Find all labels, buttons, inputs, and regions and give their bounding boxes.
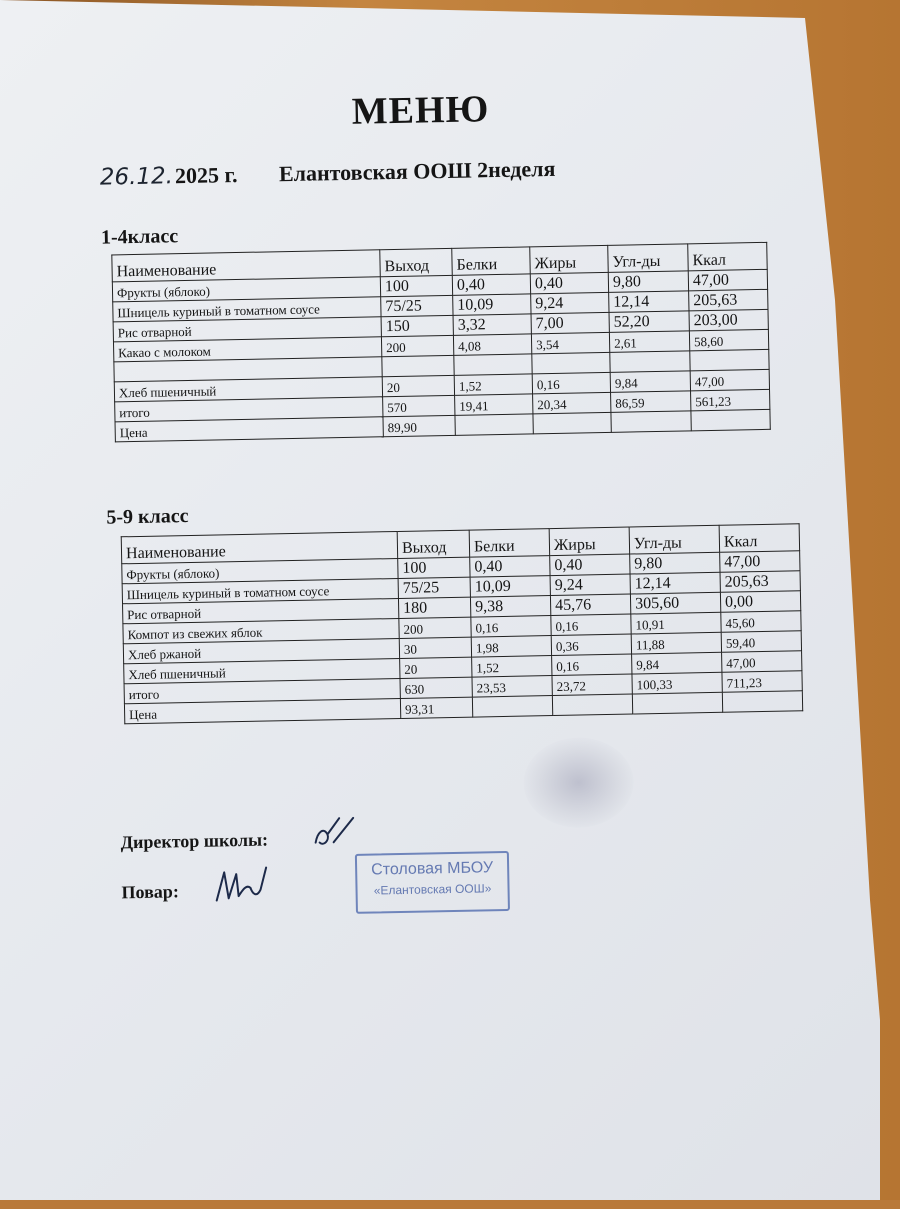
- cell-value: 711,23: [722, 671, 802, 693]
- cell-name: Шницель куриный в томатном соусе: [113, 297, 381, 322]
- stamp-line-2: «Елантовская ООШ»: [373, 881, 492, 898]
- header-cell: Выход: [380, 248, 453, 276]
- cell-value: 150: [381, 315, 453, 336]
- cell-value: 47,00: [720, 551, 800, 573]
- cell-name: Цена: [124, 698, 400, 723]
- cell-value: 0,16: [471, 616, 551, 638]
- cell-value: 12,14: [630, 572, 720, 594]
- cell-value: 10,09: [470, 576, 550, 598]
- cook-signature-icon: [210, 860, 271, 911]
- cell-value: 9,80: [630, 552, 720, 574]
- cell-empty: [722, 691, 802, 713]
- cell-value: 75/25: [398, 577, 470, 598]
- cell-value: 1,52: [472, 656, 552, 678]
- cell-name: итого: [115, 397, 383, 422]
- cell-value: 3,32: [453, 314, 531, 335]
- cell-name: Хлеб ржаной: [123, 638, 399, 663]
- cell-value: 1,98: [471, 636, 551, 658]
- cell-value: 100,33: [632, 672, 722, 694]
- cell-value: 100: [398, 557, 470, 578]
- cell-value: 200: [399, 617, 471, 638]
- cell-empty: [552, 694, 632, 716]
- cell-value: 93,31: [400, 697, 472, 718]
- cell-value: 47,00: [688, 269, 767, 291]
- cell-name: Хлеб пшеничный: [114, 377, 382, 402]
- cell-value: 0,16: [532, 372, 610, 393]
- cell-value: 305,60: [630, 592, 720, 614]
- cell-value: 0,40: [550, 554, 630, 576]
- cell-value: 52,20: [609, 311, 689, 333]
- section-title-1-4: 1-4класс: [100, 225, 179, 249]
- header-cell: Ккал: [688, 242, 768, 271]
- cell-value: 9,38: [470, 596, 550, 618]
- cell-empty: [454, 354, 532, 375]
- cell-empty: [632, 692, 722, 714]
- header-cell: Жиры: [549, 527, 630, 556]
- cell-value: 19,41: [455, 394, 533, 415]
- cell-value: 89,90: [383, 415, 455, 436]
- date-handwritten: 26.12.: [99, 163, 174, 191]
- cell-value: 0,40: [530, 272, 608, 293]
- cell-value: 86,59: [611, 391, 691, 413]
- cell-value: 180: [398, 597, 470, 618]
- cell-empty: [532, 352, 610, 373]
- page-title: МЕНЮ: [351, 88, 490, 133]
- cell-value: 9,24: [531, 292, 609, 313]
- cell-value: 203,00: [689, 309, 768, 331]
- cell-value: 59,40: [721, 631, 801, 653]
- cell-value: 570: [383, 395, 455, 416]
- cell-value: 561,23: [691, 389, 770, 411]
- cell-name: Шницель куриный в томатном соусе: [122, 578, 398, 603]
- cell-value: 20,34: [533, 392, 611, 413]
- director-signature-icon: [309, 812, 360, 853]
- cell-value: 47,00: [690, 369, 769, 391]
- cell-empty: [691, 409, 770, 431]
- cell-value: 205,63: [689, 289, 768, 311]
- cell-value: 12,14: [609, 291, 689, 313]
- cell-value: 100: [380, 275, 452, 296]
- menu-table-1-4: [111, 242, 770, 443]
- cell-name: Компот из свежих яблок: [123, 618, 399, 643]
- cell-value: 3,54: [531, 332, 609, 353]
- cell-name: Цена: [115, 417, 383, 442]
- date-year: 2025 г.: [174, 162, 238, 189]
- cell-value: 7,00: [531, 312, 609, 333]
- cell-value: 30: [399, 637, 471, 658]
- cell-value: 0,16: [552, 654, 632, 676]
- cell-value: 630: [400, 677, 472, 698]
- cell-name: Фрукты (яблоко): [122, 558, 398, 583]
- header-cell: Ккал: [719, 524, 800, 553]
- cell-value: 0,40: [452, 274, 530, 295]
- header-cell: Выход: [397, 530, 470, 558]
- cell-value: 10,09: [453, 294, 531, 315]
- cell-value: 9,24: [550, 574, 630, 596]
- cell-value: 2,61: [609, 331, 689, 353]
- cell-name: Какао с молоком: [113, 337, 381, 362]
- cell-empty: [455, 414, 533, 435]
- canteen-stamp: [355, 851, 510, 914]
- cell-name: итого: [124, 678, 400, 703]
- cell-value: 45,76: [550, 594, 630, 616]
- cell-empty: [382, 355, 454, 376]
- cell-value: 20: [382, 375, 454, 396]
- cell-value: 205,63: [720, 571, 800, 593]
- cell-value: 10,91: [631, 612, 721, 634]
- menu-table-5-9: [121, 523, 803, 724]
- cell-value: 23,72: [552, 674, 632, 696]
- cell-value: 9,80: [608, 271, 688, 293]
- header-cell: Жиры: [530, 245, 609, 273]
- header-cell: Белки: [469, 529, 550, 558]
- cell-value: 9,84: [610, 371, 690, 393]
- cell-value: 75/25: [381, 295, 453, 316]
- cell-value: 1,52: [454, 374, 532, 395]
- cell-value: 11,88: [631, 632, 721, 654]
- cell-value: 4,08: [453, 334, 531, 355]
- cook-label: Повар:: [121, 881, 180, 903]
- cell-value: 9,84: [632, 652, 722, 674]
- cell-empty: [610, 351, 690, 373]
- cell-value: 0,16: [551, 614, 631, 636]
- director-label: Директор школы:: [120, 829, 269, 853]
- cell-name: Хлеб пшеничный: [124, 658, 400, 683]
- cell-value: 0,40: [470, 556, 550, 578]
- cell-value: 45,60: [721, 611, 801, 633]
- header-cell: Угл-ды: [608, 244, 689, 273]
- cell-value: 200: [381, 335, 453, 356]
- school-name: Елантовская ООШ 2неделя: [278, 155, 556, 187]
- stamp-line-1: Столовая МБОУ: [371, 859, 494, 879]
- cell-empty: [472, 696, 552, 718]
- date-line: [100, 156, 556, 191]
- header-cell: Наименование: [112, 250, 380, 282]
- cell-value: 20: [400, 657, 472, 678]
- cell-empty: [611, 411, 691, 433]
- cell-empty: [533, 412, 611, 433]
- cell-value: 47,00: [722, 651, 802, 673]
- cell-name: Рис отварной: [113, 317, 381, 342]
- cell-value: 0,00: [720, 591, 800, 613]
- ink-smudge: [523, 737, 635, 829]
- header-cell: Угл-ды: [629, 525, 720, 554]
- section-title-5-9: 5-9 класс: [106, 505, 189, 529]
- cell-value: 58,60: [689, 329, 768, 351]
- cell-value: 0,36: [551, 634, 631, 656]
- cell-value: 23,53: [472, 676, 552, 698]
- cell-name: Фрукты (яблоко): [112, 277, 380, 302]
- cell-name: Рис отварной: [123, 598, 399, 623]
- header-cell: Наименование: [121, 532, 397, 564]
- header-cell: Белки: [452, 247, 531, 275]
- cell-empty: [690, 349, 769, 371]
